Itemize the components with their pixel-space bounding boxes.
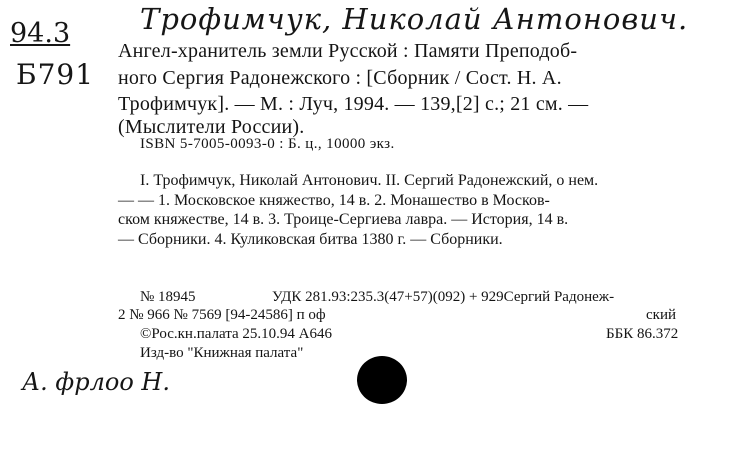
title-line-3: Трофимчук]. — М. : Луч, 1994. — 139,[2] с.; 21 см. — [118,93,589,115]
punch-hole [357,356,407,404]
title-line-2: ного Сергия Радонежского : [Сборник / Сост. Н. А. [118,67,562,89]
subject-line-3: ском княжестве, 14 в. 3. Троице-Сергиева лавра. — История, 14 в. [118,211,569,228]
subject-line-4: — Сборники. 4. Куликовская битва 1380 г. — Сборники. [118,231,503,248]
subject-line-2: — — 1. Московское княжество, 14 в. 2. Монашество в Москов- [118,192,550,209]
handwritten-shelf-mark: 94.3 [10,18,71,49]
handwritten-author: Трофимчук, Николай Антонович. [140,2,689,36]
isbn-line: ISBN 5-7005-0093-0 : Б. ц., 10000 экз. [140,136,395,152]
udk-continuation: ский [646,307,676,323]
subject-line-1: I. Трофимчук, Николай Антонович. II. Сергий Радонежский, о нем. [140,172,599,189]
record-number: № 18945 [140,289,196,305]
book-chamber-line: ©Рос.кн.палата 25.10.94 А646 [140,326,333,342]
title-line-1: Ангел-хранитель земли Русской : Памяти Преподоб- [118,40,578,62]
footer-line-2: 2 № 966 № 7569 [94-24586] п оф [118,307,326,323]
handwritten-number: Б791 [16,58,95,91]
udk-classification: УДК 281.93:235.3(47+57)(092) + 929Сергий Радонеж- [272,289,615,305]
handwritten-note: А. фрлоо Н. [22,368,170,396]
title-line-4: (Мыслители России). [118,116,305,138]
bbk-classification: ББК 86.372 [606,326,679,342]
publisher-line: Изд-во "Книжная палата" [140,345,304,361]
